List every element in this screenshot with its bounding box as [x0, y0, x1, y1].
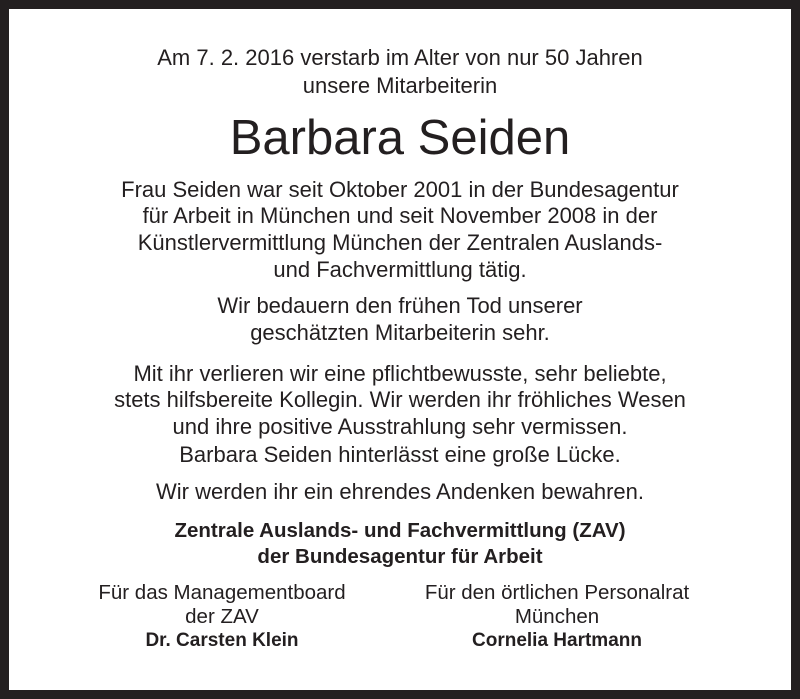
signatory-role: Für das Managementboard: [98, 581, 346, 604]
paragraph1-line: Künstlervermittlung München der Zentralen Auslands-: [137, 230, 663, 255]
signatory-role: München: [514, 605, 600, 628]
deceased-name: Barbara Seiden: [229, 111, 571, 165]
paragraph1-line: Frau Seiden war seit Oktober 2001 in der Bundesagentur: [121, 177, 679, 202]
paragraph3-line: stets hilfsbereite Kollegin. Wir werden ihr fröhliches Wesen: [114, 387, 686, 412]
signatory-left: [52, 581, 392, 653]
organization-line: Zentrale Auslands- und Fachvermittlung (ZAV): [174, 519, 626, 542]
paragraph3-line: Barbara Seiden hinterlässt eine große Lücke.: [179, 442, 621, 467]
paragraph4: Wir werden ihr ein ehrendes Andenken bewahren.: [156, 479, 644, 504]
signatory-role: der ZAV: [185, 605, 259, 628]
signatory-right: [387, 581, 727, 653]
paragraph2-line: geschätzten Mitarbeiterin sehr.: [250, 320, 550, 345]
intro-line: unsere Mitarbeiterin: [302, 73, 498, 98]
intro-line: Am 7. 2. 2016 verstarb im Alter von nur 50 Jahren: [157, 45, 643, 70]
paragraph3-line: Mit ihr verlieren wir eine pflichtbewusste, sehr beliebte,: [133, 361, 667, 386]
paragraph3-line: und ihre positive Ausstrahlung sehr vermissen.: [172, 414, 628, 439]
organization-line: der Bundesagentur für Arbeit: [257, 545, 543, 568]
paragraph2-line: Wir bedauern den frühen Tod unserer: [217, 293, 583, 318]
signatory-role: Für den örtlichen Personalrat: [424, 581, 690, 604]
signatory-name: Dr. Carsten Klein: [145, 630, 299, 651]
paragraph1-line: für Arbeit in München und seit November 2008 in der: [142, 203, 658, 228]
signatory-name: Cornelia Hartmann: [472, 630, 642, 651]
paragraph1-line: und Fachvermittlung tätig.: [273, 257, 527, 282]
